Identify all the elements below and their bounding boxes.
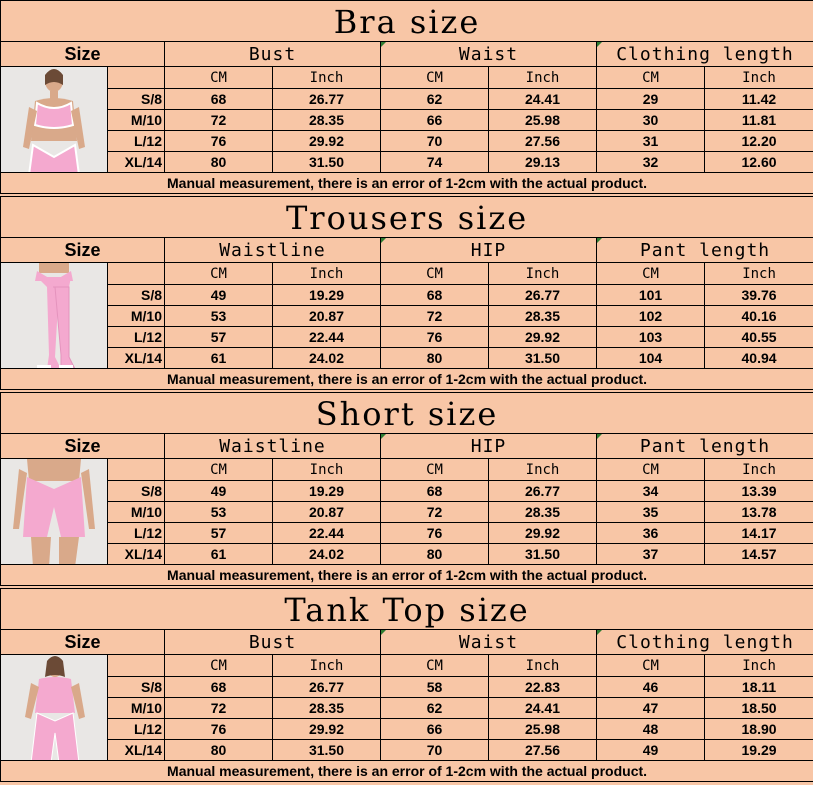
measurement-value: 26.77	[489, 285, 597, 306]
size-label: L/12	[108, 131, 165, 152]
corner-marker-icon	[597, 238, 602, 243]
measurement-note: Manual measurement, there is an error of 1-2cm with the actual product.	[1, 565, 813, 586]
product-photo-cell	[1, 67, 108, 173]
unit-inch-header: Inch	[705, 67, 813, 89]
unit-inch-header: Inch	[273, 655, 381, 677]
measurement-value: 53	[165, 306, 273, 327]
measurement-value: 27.56	[489, 131, 597, 152]
measurement-value: 22.44	[273, 523, 381, 544]
measurement-value: 28.35	[273, 698, 381, 719]
measurement-group-header	[165, 630, 381, 655]
measurement-value: 76	[165, 719, 273, 740]
measurement-value: 70	[381, 131, 489, 152]
table-row	[1, 327, 813, 348]
size-label: XL/14	[108, 348, 165, 369]
corner-marker-icon	[597, 42, 602, 47]
measurement-value: 49	[597, 740, 705, 761]
size-section-0	[0, 0, 813, 196]
measurement-value: 24.02	[273, 348, 381, 369]
group-label: Pant length	[639, 435, 771, 457]
group-label: Clothing length	[616, 43, 794, 65]
measurement-value: 47	[597, 698, 705, 719]
pink-flare-trousers-photo	[1, 263, 107, 369]
measurement-value: 26.77	[273, 677, 381, 698]
table-row	[1, 544, 813, 565]
size-section-3	[0, 588, 813, 785]
measurement-value: 57	[165, 523, 273, 544]
size-column-header: Size	[1, 42, 165, 67]
measurement-value: 32	[597, 152, 705, 173]
measurement-value: 49	[165, 481, 273, 502]
measurement-value: 12.20	[705, 131, 813, 152]
unit-inch-header: Inch	[705, 655, 813, 677]
group-label: Clothing length	[616, 631, 794, 653]
measurement-value: 40.94	[705, 348, 813, 369]
measurement-value: 103	[597, 327, 705, 348]
unit-inch-header: Inch	[273, 459, 381, 481]
measurement-value: 29.92	[273, 131, 381, 152]
unit-inch-header: Inch	[705, 263, 813, 285]
measurement-value: 28.35	[489, 306, 597, 327]
unit-inch-header: Inch	[489, 67, 597, 89]
table-row	[1, 152, 813, 173]
measurement-note: Manual measurement, there is an error of 1-2cm with the actual product.	[1, 761, 813, 782]
measurement-value: 18.50	[705, 698, 813, 719]
measurement-value: 25.98	[489, 719, 597, 740]
measurement-value: 19.29	[273, 285, 381, 306]
measurement-value: 31.50	[489, 348, 597, 369]
size-table	[0, 588, 813, 782]
table-row	[1, 502, 813, 523]
table-row	[1, 481, 813, 502]
size-label: S/8	[108, 677, 165, 698]
measurement-value: 13.39	[705, 481, 813, 502]
section-title: Tank Top size	[1, 589, 813, 630]
measurement-group-header	[165, 434, 381, 459]
measurement-value: 31.50	[273, 152, 381, 173]
measurement-group-header	[381, 434, 597, 459]
measurement-value: 80	[381, 544, 489, 565]
size-table	[0, 392, 813, 586]
group-label: Waistline	[219, 435, 326, 457]
measurement-value: 72	[165, 698, 273, 719]
product-photo-cell	[1, 459, 108, 565]
unit-cm-header: CM	[381, 67, 489, 89]
measurement-value: 29.13	[489, 152, 597, 173]
unit-cm-header: CM	[597, 459, 705, 481]
size-label: XL/14	[108, 152, 165, 173]
table-row	[1, 719, 813, 740]
measurement-value: 102	[597, 306, 705, 327]
measurement-value: 61	[165, 544, 273, 565]
size-column-header: Size	[1, 434, 165, 459]
measurement-value: 58	[381, 677, 489, 698]
table-row	[1, 285, 813, 306]
measurement-value: 28.35	[273, 110, 381, 131]
size-label: M/10	[108, 110, 165, 131]
size-label: S/8	[108, 481, 165, 502]
measurement-value: 68	[381, 285, 489, 306]
measurement-value: 40.55	[705, 327, 813, 348]
corner-marker-icon	[597, 630, 602, 635]
measurement-value: 68	[381, 481, 489, 502]
table-row	[1, 698, 813, 719]
measurement-value: 11.42	[705, 89, 813, 110]
size-label: L/12	[108, 719, 165, 740]
unit-inch-header: Inch	[489, 655, 597, 677]
measurement-value: 66	[381, 110, 489, 131]
size-label: S/8	[108, 285, 165, 306]
measurement-value: 29.92	[273, 719, 381, 740]
measurement-value: 24.41	[489, 698, 597, 719]
size-column-header: Size	[1, 238, 165, 263]
section-title: Bra size	[1, 1, 813, 42]
unit-cm-header: CM	[165, 263, 273, 285]
corner-marker-icon	[381, 434, 386, 439]
measurement-group-header	[381, 238, 597, 263]
corner-marker-icon	[381, 42, 386, 47]
section-title: Short size	[1, 393, 813, 434]
measurement-value: 72	[381, 502, 489, 523]
measurement-value: 28.35	[489, 502, 597, 523]
measurement-value: 57	[165, 327, 273, 348]
measurement-value: 26.77	[273, 89, 381, 110]
measurement-value: 25.98	[489, 110, 597, 131]
size-label: XL/14	[108, 740, 165, 761]
size-section-1	[0, 196, 813, 392]
unit-inch-header: Inch	[705, 459, 813, 481]
unit-cm-header: CM	[381, 655, 489, 677]
measurement-value: 29.92	[489, 523, 597, 544]
unit-cm-header: CM	[381, 459, 489, 481]
size-label: S/8	[108, 89, 165, 110]
measurement-value: 62	[381, 698, 489, 719]
measurement-group-header	[165, 238, 381, 263]
measurement-value: 29.92	[489, 327, 597, 348]
measurement-value: 12.60	[705, 152, 813, 173]
measurement-value: 20.87	[273, 306, 381, 327]
measurement-value: 29	[597, 89, 705, 110]
measurement-value: 35	[597, 502, 705, 523]
measurement-value: 76	[381, 523, 489, 544]
unit-cm-header: CM	[165, 459, 273, 481]
corner-marker-icon	[381, 238, 386, 243]
measurement-group-header	[597, 238, 813, 263]
measurement-value: 36	[597, 523, 705, 544]
measurement-value: 19.29	[705, 740, 813, 761]
measurement-value: 68	[165, 89, 273, 110]
unit-cm-header: CM	[597, 655, 705, 677]
size-label: M/10	[108, 306, 165, 327]
size-label: M/10	[108, 502, 165, 523]
measurement-value: 62	[381, 89, 489, 110]
table-row	[1, 348, 813, 369]
corner-marker-icon	[381, 630, 386, 635]
group-label: Waist	[458, 631, 519, 653]
measurement-value: 20.87	[273, 502, 381, 523]
measurement-value: 80	[381, 348, 489, 369]
empty-cell	[108, 655, 165, 677]
measurement-note: Manual measurement, there is an error of 1-2cm with the actual product.	[1, 173, 813, 194]
size-section-2	[0, 392, 813, 588]
size-label: L/12	[108, 327, 165, 348]
unit-cm-header: CM	[381, 263, 489, 285]
measurement-value: 24.41	[489, 89, 597, 110]
pink-sports-bra-photo	[1, 67, 107, 173]
measurement-value: 76	[381, 327, 489, 348]
measurement-value: 37	[597, 544, 705, 565]
table-row	[1, 523, 813, 544]
group-label: Waistline	[219, 239, 326, 261]
product-photo-cell	[1, 655, 108, 761]
unit-inch-header: Inch	[273, 67, 381, 89]
measurement-group-header	[165, 42, 381, 67]
table-row	[1, 677, 813, 698]
size-label: M/10	[108, 698, 165, 719]
measurement-value: 39.76	[705, 285, 813, 306]
measurement-group-header	[597, 630, 813, 655]
measurement-value: 31.50	[489, 544, 597, 565]
measurement-value: 40.16	[705, 306, 813, 327]
measurement-value: 61	[165, 348, 273, 369]
measurement-value: 66	[381, 719, 489, 740]
measurement-value: 49	[165, 285, 273, 306]
unit-inch-header: Inch	[489, 263, 597, 285]
table-row	[1, 740, 813, 761]
pink-tank-top-photo	[1, 655, 107, 761]
measurement-value: 27.56	[489, 740, 597, 761]
measurement-value: 46	[597, 677, 705, 698]
measurement-value: 80	[165, 740, 273, 761]
measurement-value: 72	[165, 110, 273, 131]
measurement-group-header	[381, 42, 597, 67]
measurement-value: 68	[165, 677, 273, 698]
pink-biker-shorts-photo	[1, 459, 107, 565]
size-table	[0, 0, 813, 194]
empty-cell	[108, 263, 165, 285]
size-label: XL/14	[108, 544, 165, 565]
size-table	[0, 196, 813, 390]
measurement-group-header	[597, 434, 813, 459]
measurement-value: 11.81	[705, 110, 813, 131]
unit-inch-header: Inch	[489, 459, 597, 481]
measurement-value: 31.50	[273, 740, 381, 761]
group-label: HIP	[470, 435, 507, 457]
section-title: Trousers size	[1, 197, 813, 238]
measurement-value: 53	[165, 502, 273, 523]
unit-inch-header: Inch	[273, 263, 381, 285]
group-label: Pant length	[639, 239, 771, 261]
measurement-value: 14.17	[705, 523, 813, 544]
measurement-value: 72	[381, 306, 489, 327]
measurement-value: 70	[381, 740, 489, 761]
empty-cell	[108, 459, 165, 481]
unit-cm-header: CM	[165, 67, 273, 89]
size-label: L/12	[108, 523, 165, 544]
measurement-value: 101	[597, 285, 705, 306]
measurement-value: 18.11	[705, 677, 813, 698]
group-label: HIP	[470, 239, 507, 261]
group-label: Waist	[458, 43, 519, 65]
empty-cell	[108, 67, 165, 89]
measurement-value: 14.57	[705, 544, 813, 565]
measurement-value: 34	[597, 481, 705, 502]
product-photo-cell	[1, 263, 108, 369]
measurement-note: Manual measurement, there is an error of 1-2cm with the actual product.	[1, 369, 813, 390]
table-row	[1, 89, 813, 110]
measurement-value: 74	[381, 152, 489, 173]
measurement-value: 31	[597, 131, 705, 152]
measurement-value: 24.02	[273, 544, 381, 565]
measurement-value: 104	[597, 348, 705, 369]
measurement-group-header	[381, 630, 597, 655]
size-column-header: Size	[1, 630, 165, 655]
table-row	[1, 131, 813, 152]
unit-cm-header: CM	[597, 263, 705, 285]
table-row	[1, 110, 813, 131]
measurement-value: 18.90	[705, 719, 813, 740]
measurement-value: 80	[165, 152, 273, 173]
measurement-value: 13.78	[705, 502, 813, 523]
measurement-value: 22.83	[489, 677, 597, 698]
measurement-value: 30	[597, 110, 705, 131]
group-label: Bust	[248, 631, 297, 653]
table-row	[1, 306, 813, 327]
measurement-group-header	[597, 42, 813, 67]
group-label: Bust	[248, 43, 297, 65]
measurement-value: 19.29	[273, 481, 381, 502]
measurement-value: 48	[597, 719, 705, 740]
measurement-value: 22.44	[273, 327, 381, 348]
unit-cm-header: CM	[597, 67, 705, 89]
measurement-value: 76	[165, 131, 273, 152]
corner-marker-icon	[597, 434, 602, 439]
unit-cm-header: CM	[165, 655, 273, 677]
measurement-value: 26.77	[489, 481, 597, 502]
